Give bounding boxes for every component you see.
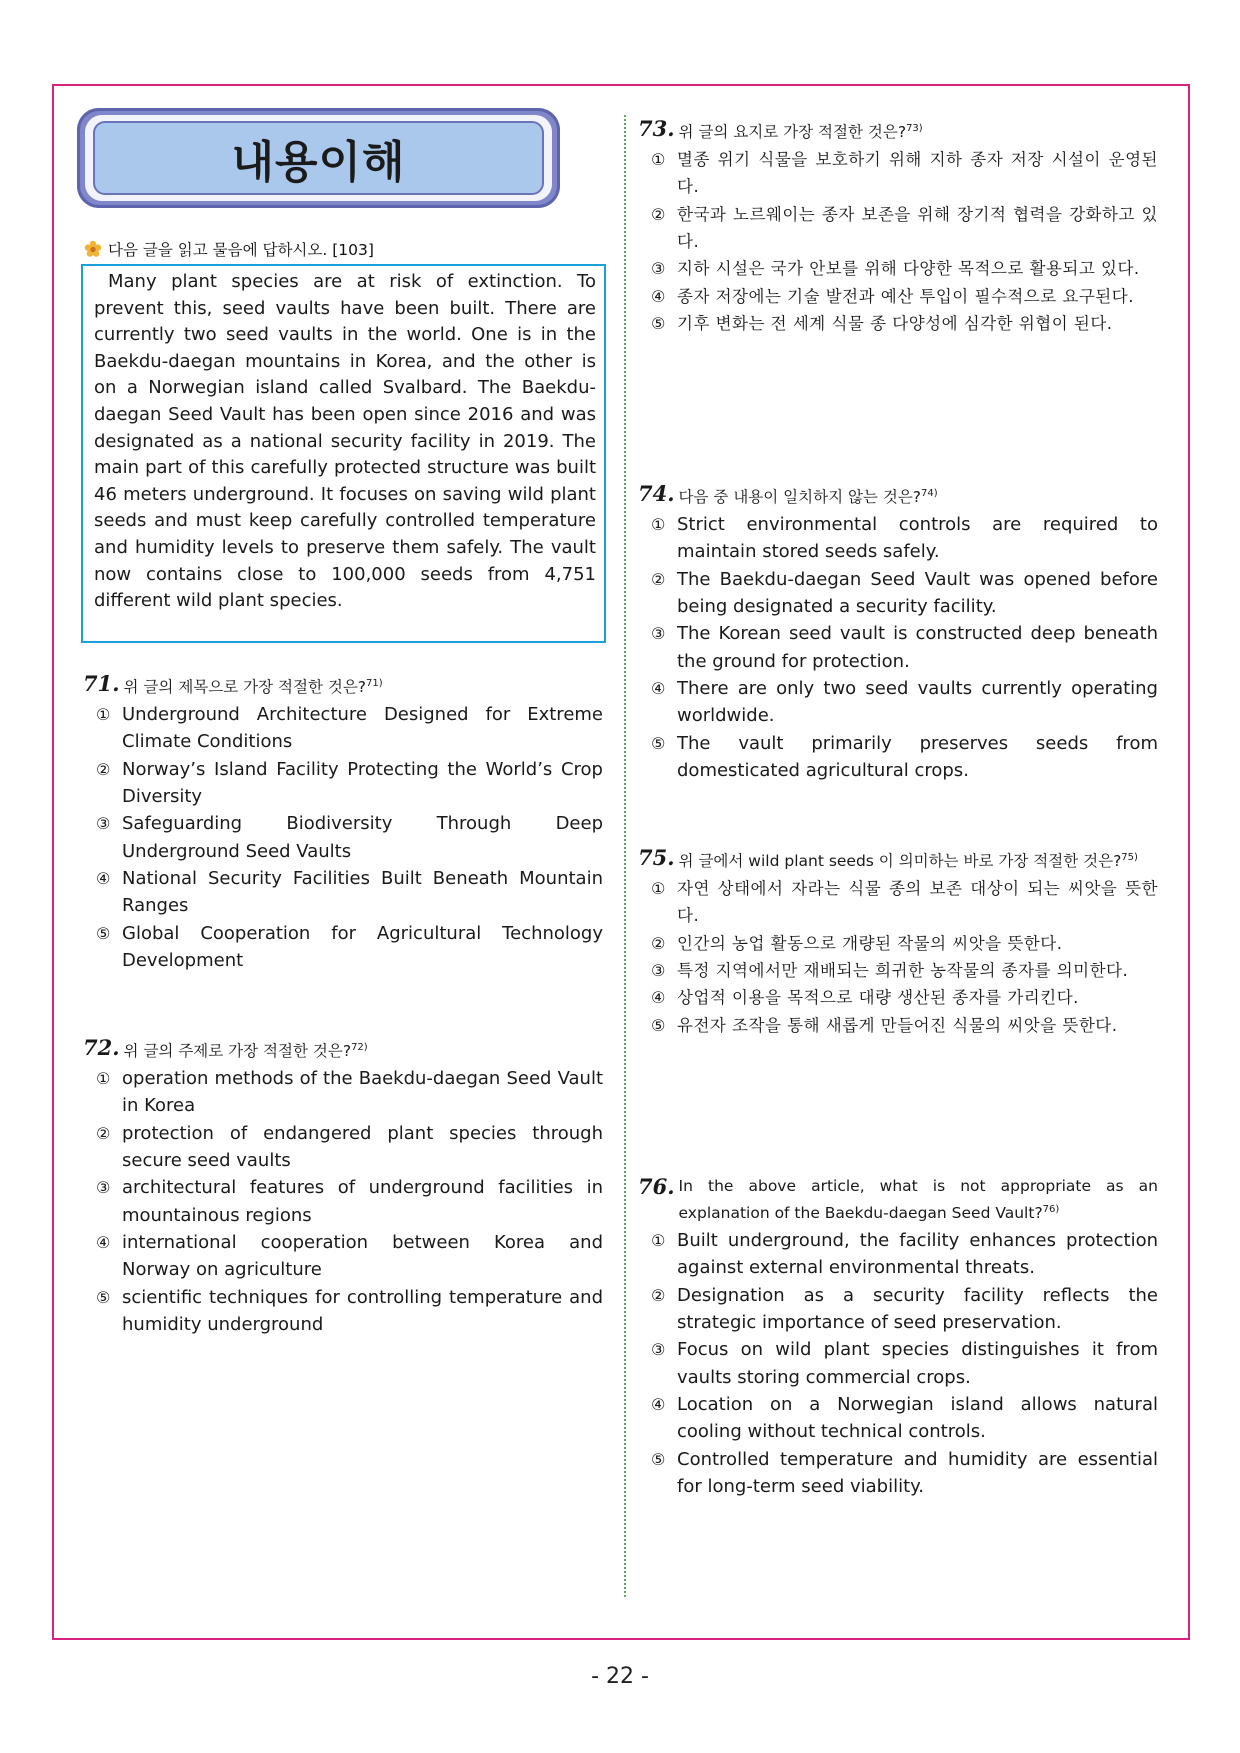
question-prompt: 다음 중 내용이 일치하지 않는 것은?$^{74)}$ — [678, 488, 938, 507]
question-prompt: 위 글의 요지로 가장 적절한 것은?$^{73)}$ — [678, 123, 923, 142]
option-list — [638, 875, 1158, 1039]
option-4[interactable]: ④ international cooperation between Korea and Norway on agriculture — [96, 1231, 603, 1281]
option-4[interactable]: ④ There are only two seed vaults currently operating worldwide. — [651, 677, 1158, 727]
option-list — [638, 511, 1158, 784]
option-3[interactable]: ③ 지하 시설은 국가 안보를 위해 다양한 목적으로 활용되고 있다. — [651, 259, 1140, 279]
option-3[interactable]: ③ Focus on wild plant species distinguishes it from vaults storing commercial crops. — [651, 1339, 1158, 1388]
flower-icon — [84, 240, 102, 258]
question-prompt: In the above article, what is not appropriate as an explanation of the Baekdu-daegan Seed Vault?$^{76)}$ — [678, 1177, 1158, 1223]
option-5[interactable]: ⑤ 기후 변화는 전 세계 식물 종 다양성에 심각한 위협이 된다. — [651, 313, 1113, 333]
option-2[interactable]: ② The Baekdu-daegan Seed Vault was opened before being designated a security facility. — [651, 568, 1158, 618]
option-5[interactable]: ⑤ Controlled temperature and humidity are essential for long-term seed viability. — [651, 1448, 1158, 1497]
option-3[interactable]: ③ 특정 지역에서만 재배되는 희귀한 농작물의 종자를 의미한다. — [651, 961, 1129, 981]
option-1[interactable]: ① 자연 상태에서 자라는 식물 종의 보존 대상이 되는 씨앗을 뜻한다. — [651, 879, 1158, 926]
option-3[interactable]: ③ The Korean seed vault is constructed deep beneath the ground for protection. — [651, 623, 1158, 672]
question-75 — [638, 846, 1158, 1039]
column-divider — [624, 115, 626, 1597]
option-list — [83, 1065, 603, 1338]
option-2[interactable]: ② Designation as a security facility reflects the strategic importance of seed preservation. — [651, 1284, 1158, 1334]
option-4[interactable]: ④ Location on a Norwegian island allows natural cooling without technical controls. — [651, 1393, 1158, 1443]
passage-text: Many plant species are at risk of extinction. To prevent this, seed vaults have been built. There are currently two seed vaults in the world. One is in the Baekdu-daegan mountains in Korea, and the other is on a Norwegian island called Svalbard. The Baekdu-daegan Seed Vault has been open since 2016 and was designated as a national security facility in 2019. The main part of this carefully protected structure was built 46 meters underground. It focuses on saving wild plant seeds and must keep carefully controlled temperature and humidity levels to preserve them safely. The vault now contains close to 100,000 seeds from 4,751 different wild plant species. — [94, 271, 596, 612]
option-4[interactable]: ④ 종자 저장에는 기술 발전과 예산 투입이 필수적으로 요구된다. — [651, 286, 1134, 306]
question-number: 74. — [638, 481, 675, 506]
option-2[interactable]: ② protection of endangered plant species through secure seed vaults — [96, 1122, 603, 1172]
question-76 — [638, 1175, 1158, 1500]
question-number: 75. — [638, 845, 675, 870]
instruction — [84, 238, 374, 260]
option-1[interactable]: ① operation methods of the Baekdu-daegan Seed Vault in Korea — [96, 1068, 603, 1117]
question-number: 76. — [638, 1174, 675, 1199]
question-74 — [638, 482, 1158, 784]
question-prompt: 위 글의 주제로 가장 적절한 것은?$^{72)}$ — [123, 1042, 368, 1061]
option-list — [638, 146, 1158, 337]
option-5[interactable]: ⑤ scientific techniques for controlling temperature and humidity underground — [96, 1286, 603, 1335]
question-prompt: 위 글에서 wild plant seeds 이 의미하는 바로 가장 적절한 것은?$^{75)}$ — [678, 852, 1138, 871]
option-list — [83, 701, 603, 974]
option-1[interactable]: ① Underground Architecture Designed for Extreme Climate Conditions — [96, 704, 603, 753]
option-3[interactable]: ③ architectural features of underground facilities in mountainous regions — [96, 1177, 603, 1226]
option-list — [638, 1227, 1158, 1500]
reading-passage — [81, 264, 606, 643]
option-2[interactable]: ② 한국과 노르웨이는 종자 보존을 위해 장기적 협력을 강화하고 있다. — [651, 204, 1158, 252]
option-1[interactable]: ① 멸종 위기 식물을 보호하기 위해 지하 종자 저장 시설이 운영된다. — [651, 150, 1158, 197]
option-3[interactable]: ③ Safeguarding Biodiversity Through Deep Underground Seed Vaults — [96, 813, 603, 862]
section-title: 내용이해 — [231, 137, 406, 188]
question-number: 72. — [83, 1035, 120, 1060]
question-71 — [83, 672, 603, 974]
question-73 — [638, 117, 1158, 337]
question-72 — [83, 1036, 603, 1338]
question-number: 73. — [638, 116, 675, 141]
option-5[interactable]: ⑤ The vault primarily preserves seeds from domesticated agricultural crops. — [651, 732, 1158, 781]
option-1[interactable]: ① Strict environmental controls are required to maintain stored seeds safely. — [651, 514, 1158, 563]
question-number: 71. — [83, 671, 120, 696]
question-prompt: 위 글의 제목으로 가장 적절한 것은?$^{71)}$ — [123, 678, 383, 697]
option-5[interactable]: ⑤ Global Cooperation for Agricultural Technology Development — [96, 922, 603, 971]
instruction-text: 다음 글을 읽고 물음에 답하시오. [103] — [108, 241, 374, 259]
option-4[interactable]: ④ National Security Facilities Built Beneath Mountain Ranges — [96, 867, 603, 917]
option-1[interactable]: ① Built underground, the facility enhances protection against external environmental threats. — [651, 1230, 1158, 1279]
section-title-badge — [77, 108, 560, 208]
option-4[interactable]: ④ 상업적 이용을 목적으로 대량 생산된 종자를 가리킨다. — [651, 988, 1079, 1008]
page-number: - 22 - — [591, 1664, 649, 1689]
option-2[interactable]: ② 인간의 농업 활동으로 개량된 작물의 씨앗을 뜻한다. — [651, 933, 1063, 953]
option-2[interactable]: ② Norway’s Island Facility Protecting the World’s Crop Diversity — [96, 758, 603, 808]
option-5[interactable]: ⑤ 유전자 조작을 통해 새롭게 만들어진 식물의 씨앗을 뜻한다. — [651, 1015, 1118, 1035]
